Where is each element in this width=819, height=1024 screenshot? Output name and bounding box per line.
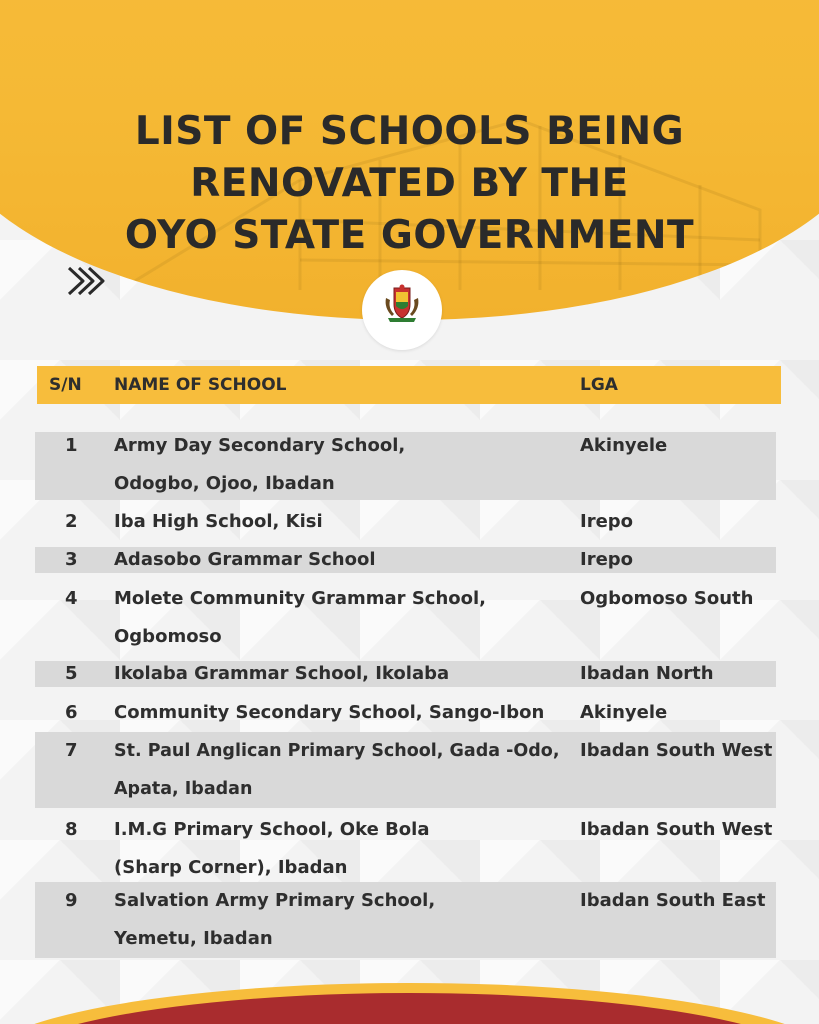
row-lga: Irepo — [580, 549, 634, 570]
table-row — [35, 732, 776, 808]
table-row — [35, 508, 776, 538]
row-school-name: Iba High School, Kisi — [114, 511, 323, 532]
table-row — [35, 547, 776, 573]
table-row — [35, 882, 776, 958]
row-sn: 6 — [65, 702, 78, 723]
table-row — [35, 585, 776, 651]
row-sn: 8 — [65, 819, 78, 840]
header-sn: S/N — [49, 375, 82, 395]
row-sn: 4 — [65, 588, 78, 609]
row-sn: 1 — [65, 435, 78, 456]
double-chevron-right-icon — [66, 264, 106, 298]
row-sn: 3 — [65, 549, 78, 570]
row-sn: 2 — [65, 511, 78, 532]
header-name-of-school: NAME OF SCHOOL — [114, 375, 287, 395]
row-school-name: Ikolaba Grammar School, Ikolaba — [114, 663, 450, 684]
school-name-line-1: Army Day Secondary School, — [114, 435, 406, 456]
school-name-line-2: Odogbo, Ojoo, Ibadan — [114, 473, 335, 494]
row-lga: Ibadan South East — [580, 890, 766, 911]
row-sn: 5 — [65, 663, 78, 684]
title-line-2: RENOVATED BY THE — [190, 161, 629, 206]
row-school-name — [114, 580, 569, 656]
crest-badge — [362, 270, 442, 350]
table-row — [35, 661, 776, 687]
title-line-3: OYO STATE GOVERNMENT — [124, 213, 695, 258]
header-lga: LGA — [580, 375, 618, 395]
row-sn: 9 — [65, 890, 78, 911]
row-school-name — [114, 732, 584, 808]
table-row — [35, 432, 776, 500]
row-lga: Akinyele — [580, 702, 668, 723]
row-lga: Akinyele — [580, 435, 668, 456]
school-name-line-1: I.M.G Primary School, Oke Bola — [114, 819, 430, 840]
school-name-line-1: Salvation Army Primary School, — [114, 890, 436, 911]
row-school-name — [114, 882, 569, 958]
row-lga: Irepo — [580, 511, 634, 532]
school-name-line-2: Yemetu, Ibadan — [114, 928, 273, 949]
row-school-name — [114, 427, 569, 503]
school-name-line-2: Ogbomoso — [114, 626, 222, 647]
row-lga: Ibadan South West — [580, 819, 773, 840]
school-name-line-2: (Sharp Corner), Ibadan — [114, 857, 348, 878]
row-sn: 7 — [65, 740, 78, 761]
row-lga: Ibadan South West — [580, 740, 773, 761]
school-name-line-2: Apata, Ibadan — [114, 779, 253, 799]
row-school-name — [114, 811, 569, 887]
row-school-name: Adasobo Grammar School — [114, 549, 376, 570]
table-row — [35, 699, 776, 729]
title-line-1: LIST OF SCHOOLS BEING — [134, 109, 685, 154]
oyo-state-crest-icon — [382, 284, 422, 326]
page-title — [0, 106, 819, 262]
school-name-line-1: Molete Community Grammar School, — [114, 588, 487, 609]
school-name-line-1: St. Paul Anglican Primary School, Gada -Odo, — [114, 741, 560, 761]
row-lga: Ibadan North — [580, 663, 714, 684]
table-row — [35, 816, 776, 882]
table-header — [37, 366, 781, 404]
row-lga: Ogbomoso South — [580, 588, 754, 609]
row-school-name: Community Secondary School, Sango-Ibon — [114, 702, 545, 723]
